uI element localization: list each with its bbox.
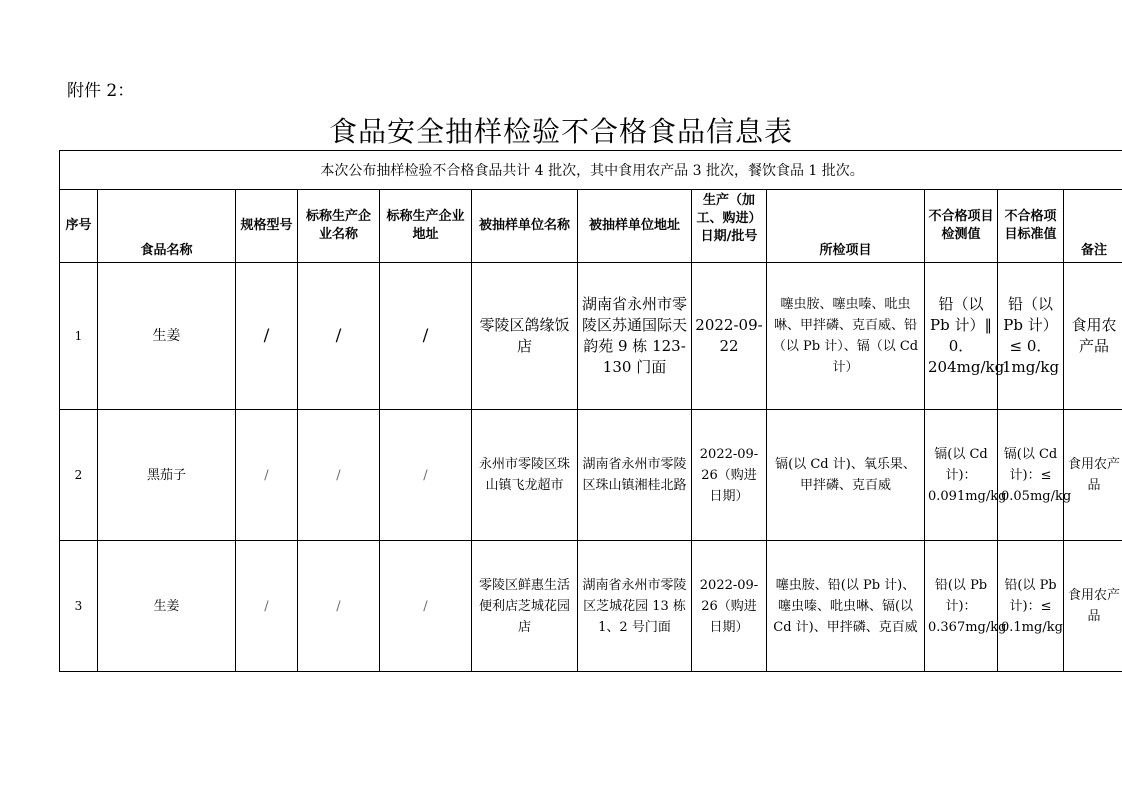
header-standard: 不合格项目标准值 [998, 190, 1064, 263]
header-result: 不合格项目检测值 [925, 190, 998, 263]
cell-date: 2022-09-26（购进日期） [692, 541, 767, 672]
header-note: 备注 [1064, 190, 1122, 263]
table-row [60, 541, 1122, 672]
cell-test-items: 噻虫胺、噻虫嗪、吡虫啉、甲拌磷、克百威、铅（以 Pb 计）、镉（以 Cd 计） [767, 263, 925, 410]
cell-result: 镉(以 Cd 计)：0.091mg/kg [925, 410, 998, 541]
cell-sampled-address: 湖南省永州市零陵区芝城花园 13 栋 1、2 号门面 [578, 541, 692, 672]
cell-manufacturer-name: / [298, 263, 380, 410]
cell-manufacturer-name: / [298, 541, 380, 672]
cell-result: 铅(以 Pb 计)：0.367mg/kg [925, 541, 998, 672]
unqualified-food-table [59, 150, 1122, 672]
summary-row [60, 151, 1122, 190]
table-row [60, 263, 1122, 410]
header-sampled-address: 被抽样单位地址 [578, 190, 692, 263]
cell-sampled-address: 湖南省永州市零陵区珠山镇湘桂北路 [578, 410, 692, 541]
header-manufacturer-name: 标称生产企业名称 [298, 190, 380, 263]
cell-standard: 镉(以 Cd 计)：≤ 0.05mg/kg [998, 410, 1064, 541]
attachment-label: 附件 2： [67, 81, 135, 101]
cell-sampled-unit: 零陵区鸽缘饭店 [472, 263, 578, 410]
header-spec: 规格型号 [236, 190, 298, 263]
document-title: 食品安全抽样检验不合格食品信息表 [328, 115, 793, 148]
header-seq: 序号 [60, 190, 98, 263]
cell-note: 食用农产品 [1064, 410, 1122, 541]
cell-standard: 铅(以 Pb 计)：≤ 0.1mg/kg [998, 541, 1064, 672]
cell-seq: 1 [60, 263, 98, 410]
cell-food-name: 生姜 [98, 541, 236, 672]
summary-text: 本次公布抽样检验不合格食品共计 4 批次，其中食用农产品 3 批次，餐饮食品 1 批次。 [60, 151, 1122, 190]
cell-spec: / [236, 263, 298, 410]
cell-standard: 铅（以 Pb 计）≤ 0．1mg/kg [998, 263, 1064, 410]
header-food-name: 食品名称 [98, 190, 236, 263]
cell-spec: / [236, 541, 298, 672]
cell-note: 食用农产品 [1064, 263, 1122, 410]
cell-spec: / [236, 410, 298, 541]
cell-seq: 3 [60, 541, 98, 672]
cell-food-name: 生姜 [98, 263, 236, 410]
cell-sampled-address: 湖南省永州市零陵区苏通国际天韵苑 9 栋 123-130 门面 [578, 263, 692, 410]
cell-manufacturer-name: / [298, 410, 380, 541]
cell-note: 食用农产品 [1064, 541, 1122, 672]
header-date: 生产（加工、购进）日期/批号 [692, 190, 767, 263]
header-test-items: 所检项目 [767, 190, 925, 263]
cell-manufacturer-address: / [380, 541, 472, 672]
cell-food-name: 黑茄子 [98, 410, 236, 541]
cell-test-items: 镉(以 Cd 计)、氧乐果、甲拌磷、克百威 [767, 410, 925, 541]
cell-result: 铅（以 Pb 计）‖ 0．204mg/kg [925, 263, 998, 410]
cell-sampled-unit: 零陵区鲜惠生活便利店芝城花园店 [472, 541, 578, 672]
cell-manufacturer-address: / [380, 410, 472, 541]
cell-date: 2022-09-26（购进日期） [692, 410, 767, 541]
cell-seq: 2 [60, 410, 98, 541]
header-manufacturer-address: 标称生产企业地址 [380, 190, 472, 263]
cell-manufacturer-address: / [380, 263, 472, 410]
table-row [60, 410, 1122, 541]
cell-sampled-unit: 永州市零陵区珠山镇飞龙超市 [472, 410, 578, 541]
header-row [60, 190, 1122, 263]
cell-test-items: 噻虫胺、铅(以 Pb 计)、噻虫嗪、吡虫啉、镉(以 Cd 计)、甲拌磷、克百威 [767, 541, 925, 672]
cell-date: 2022-09-22 [692, 263, 767, 410]
header-sampled-unit: 被抽样单位名称 [472, 190, 578, 263]
